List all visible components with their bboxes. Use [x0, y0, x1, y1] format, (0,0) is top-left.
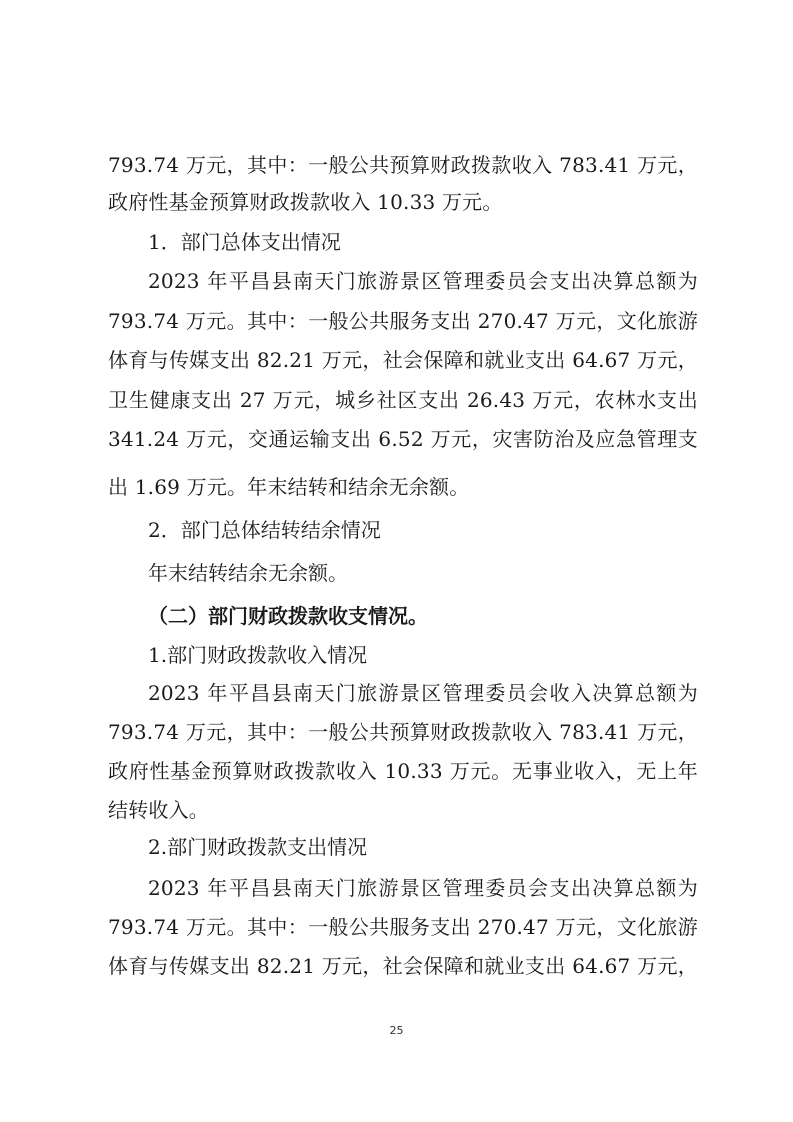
paragraph-line: 793.74 万元。其中：一般公共服务支出 270.47 万元，文化旅游 — [108, 915, 698, 939]
section-heading: 1.部门财政拨款收入情况 — [148, 643, 368, 667]
section-heading: 1．部门总体支出情况 — [148, 230, 341, 254]
paragraph-line: 体育与传媒支出 82.21 万元，社会保障和就业支出 64.67 万元， — [108, 348, 698, 372]
paragraph-line: 2023 年平昌县南天门旅游景区管理委员会支出决算总额为 — [148, 876, 698, 900]
section-heading: 2.部门财政拨款支出情况 — [148, 835, 368, 859]
section-heading: 2．部门总体结转结余情况 — [148, 518, 381, 542]
paragraph-line: 2023 年平昌县南天门旅游景区管理委员会收入决算总额为 — [148, 681, 698, 705]
paragraph-line: 结转收入。 — [108, 798, 209, 822]
section-heading-bold: （二）部门财政拨款收支情况。 — [148, 604, 428, 628]
paragraph-line: 793.74 万元。其中：一般公共服务支出 270.47 万元，文化旅游 — [108, 309, 698, 333]
paragraph-line: 卫生健康支出 27 万元，城乡社区支出 26.43 万元，农林水支出 — [108, 388, 698, 412]
page-number: 25 — [389, 1024, 404, 1037]
paragraph-line: 体育与传媒支出 82.21 万元，社会保障和就业支出 64.67 万元， — [108, 954, 698, 978]
paragraph-line: 2023 年平昌县南天门旅游景区管理委员会支出决算总额为 — [148, 269, 698, 293]
paragraph-line: 341.24 万元，交通运输支出 6.52 万元，灾害防治及应急管理支 — [108, 427, 698, 451]
paragraph-line: 政府性基金预算财政拨款收入 10.33 万元。无事业收入，无上年 — [108, 759, 698, 783]
paragraph-line: 793.74 万元，其中：一般公共预算财政拨款收入 783.41 万元， — [108, 153, 698, 177]
paragraph-line: 政府性基金预算财政拨款收入 10.33 万元。 — [108, 190, 503, 214]
paragraph-line: 793.74 万元，其中：一般公共预算财政拨款收入 783.41 万元， — [108, 720, 698, 744]
paragraph-line: 年末结转结余无余额。 — [148, 561, 348, 585]
paragraph-line: 出 1.69 万元。年末结转和结余无余额。 — [108, 475, 470, 499]
